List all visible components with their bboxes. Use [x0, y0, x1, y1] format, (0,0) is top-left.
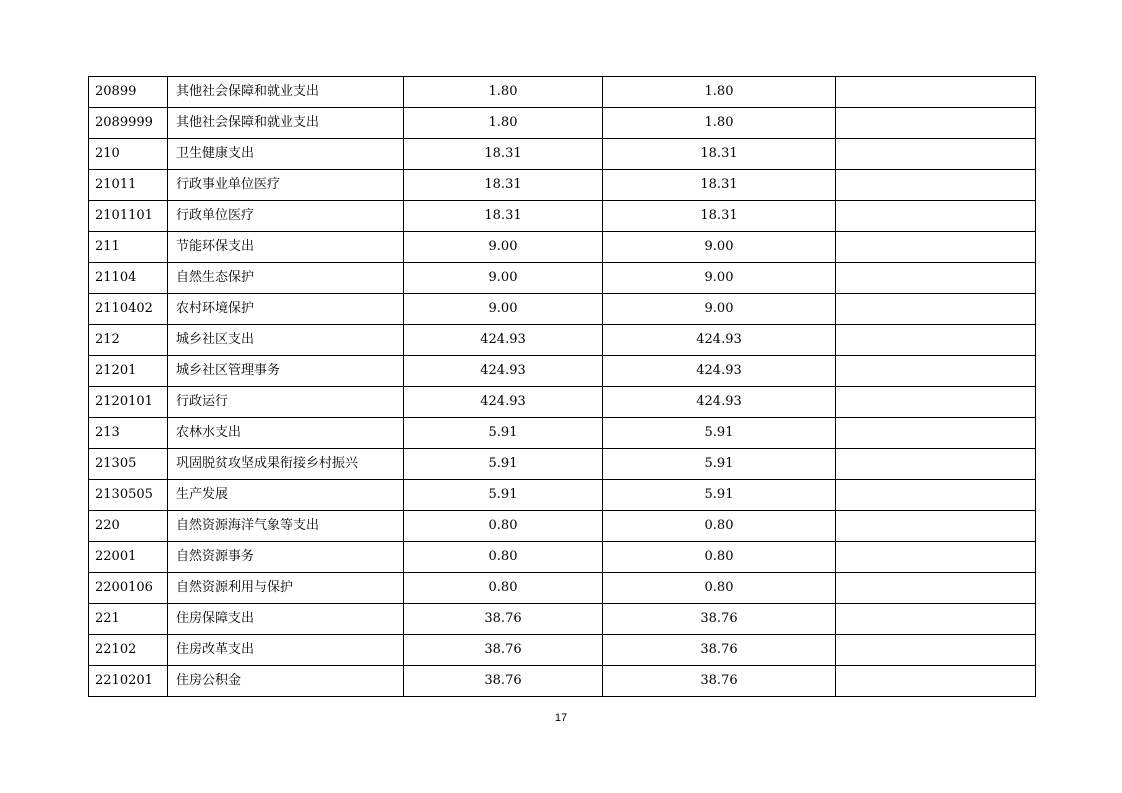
table-row [89, 666, 1036, 697]
subject-name-cell: 农林水支出 [168, 418, 404, 449]
amount-cell-a: 38.76 [404, 604, 603, 635]
table-row [89, 418, 1036, 449]
amount-cell-b: 38.76 [603, 604, 836, 635]
amount-cell-b: 5.91 [603, 418, 836, 449]
amount-cell-a: 424.93 [404, 387, 603, 418]
amount-cell-b: 18.31 [603, 201, 836, 232]
subject-code-cell: 21104 [89, 263, 168, 294]
amount-cell-b: 18.31 [603, 170, 836, 201]
amount-cell-a: 5.91 [404, 418, 603, 449]
amount-cell-b: 424.93 [603, 325, 836, 356]
subject-code-cell: 220 [89, 511, 168, 542]
amount-cell-b: 0.80 [603, 542, 836, 573]
subject-name-cell: 卫生健康支出 [168, 139, 404, 170]
subject-code-cell: 21305 [89, 449, 168, 480]
remark-cell [836, 139, 1036, 170]
subject-code-cell: 2120101 [89, 387, 168, 418]
table-row [89, 77, 1036, 108]
table-row [89, 542, 1036, 573]
remark-cell [836, 480, 1036, 511]
expenditure-table [88, 76, 1036, 697]
subject-code-cell: 211 [89, 232, 168, 263]
remark-cell [836, 325, 1036, 356]
remark-cell [836, 635, 1036, 666]
amount-cell-b: 9.00 [603, 263, 836, 294]
subject-code-cell: 212 [89, 325, 168, 356]
subject-code-cell: 2210201 [89, 666, 168, 697]
table-row [89, 294, 1036, 325]
remark-cell [836, 263, 1036, 294]
subject-name-cell: 农村环境保护 [168, 294, 404, 325]
amount-cell-a: 9.00 [404, 294, 603, 325]
amount-cell-b: 1.80 [603, 108, 836, 139]
table-row [89, 635, 1036, 666]
page-number: 17 [554, 712, 568, 724]
table-row [89, 387, 1036, 418]
table-row [89, 108, 1036, 139]
table-row [89, 263, 1036, 294]
subject-code-cell: 213 [89, 418, 168, 449]
amount-cell-a: 18.31 [404, 170, 603, 201]
remark-cell [836, 542, 1036, 573]
remark-cell [836, 232, 1036, 263]
remark-cell [836, 449, 1036, 480]
amount-cell-a: 5.91 [404, 480, 603, 511]
remark-cell [836, 77, 1036, 108]
remark-cell [836, 573, 1036, 604]
amount-cell-a: 1.80 [404, 108, 603, 139]
subject-code-cell: 22102 [89, 635, 168, 666]
amount-cell-b: 5.91 [603, 480, 836, 511]
subject-name-cell: 住房改革支出 [168, 635, 404, 666]
remark-cell [836, 387, 1036, 418]
amount-cell-a: 0.80 [404, 542, 603, 573]
table-row [89, 232, 1036, 263]
table-row [89, 170, 1036, 201]
subject-name-cell: 城乡社区管理事务 [168, 356, 404, 387]
remark-cell [836, 604, 1036, 635]
subject-name-cell: 行政单位医疗 [168, 201, 404, 232]
amount-cell-a: 424.93 [404, 356, 603, 387]
remark-cell [836, 170, 1036, 201]
subject-name-cell: 自然资源事务 [168, 542, 404, 573]
subject-name-cell: 自然生态保护 [168, 263, 404, 294]
table-row [89, 325, 1036, 356]
subject-name-cell: 住房公积金 [168, 666, 404, 697]
remark-cell [836, 511, 1036, 542]
amount-cell-b: 38.76 [603, 635, 836, 666]
subject-code-cell: 21201 [89, 356, 168, 387]
table-row [89, 573, 1036, 604]
remark-cell [836, 356, 1036, 387]
amount-cell-a: 38.76 [404, 635, 603, 666]
subject-name-cell: 自然资源利用与保护 [168, 573, 404, 604]
amount-cell-a: 1.80 [404, 77, 603, 108]
subject-name-cell: 节能环保支出 [168, 232, 404, 263]
amount-cell-a: 9.00 [404, 263, 603, 294]
subject-name-cell: 生产发展 [168, 480, 404, 511]
subject-name-cell: 自然资源海洋气象等支出 [168, 511, 404, 542]
subject-code-cell: 2130505 [89, 480, 168, 511]
amount-cell-a: 18.31 [404, 139, 603, 170]
amount-cell-a: 18.31 [404, 201, 603, 232]
amount-cell-a: 0.80 [404, 511, 603, 542]
subject-name-cell: 行政事业单位医疗 [168, 170, 404, 201]
subject-name-cell: 城乡社区支出 [168, 325, 404, 356]
amount-cell-b: 424.93 [603, 387, 836, 418]
amount-cell-b: 424.93 [603, 356, 836, 387]
subject-name-cell: 巩固脱贫攻坚成果衔接乡村振兴 [168, 449, 404, 480]
amount-cell-a: 424.93 [404, 325, 603, 356]
remark-cell [836, 666, 1036, 697]
table-row [89, 449, 1036, 480]
subject-code-cell: 21011 [89, 170, 168, 201]
amount-cell-b: 18.31 [603, 139, 836, 170]
subject-code-cell: 2101101 [89, 201, 168, 232]
subject-code-cell: 20899 [89, 77, 168, 108]
amount-cell-b: 9.00 [603, 294, 836, 325]
subject-name-cell: 住房保障支出 [168, 604, 404, 635]
table-row [89, 511, 1036, 542]
table-row [89, 480, 1036, 511]
table-row [89, 201, 1036, 232]
amount-cell-a: 5.91 [404, 449, 603, 480]
remark-cell [836, 418, 1036, 449]
subject-code-cell: 22001 [89, 542, 168, 573]
amount-cell-b: 5.91 [603, 449, 836, 480]
subject-name-cell: 其他社会保障和就业支出 [168, 108, 404, 139]
remark-cell [836, 201, 1036, 232]
amount-cell-a: 9.00 [404, 232, 603, 263]
subject-code-cell: 2089999 [89, 108, 168, 139]
amount-cell-b: 0.80 [603, 511, 836, 542]
table-row [89, 139, 1036, 170]
amount-cell-a: 0.80 [404, 573, 603, 604]
table-row [89, 604, 1036, 635]
table-body [89, 77, 1036, 697]
amount-cell-b: 38.76 [603, 666, 836, 697]
subject-code-cell: 2200106 [89, 573, 168, 604]
remark-cell [836, 294, 1036, 325]
remark-cell [836, 108, 1036, 139]
subject-name-cell: 其他社会保障和就业支出 [168, 77, 404, 108]
table-row [89, 356, 1036, 387]
amount-cell-a: 38.76 [404, 666, 603, 697]
subject-code-cell: 2110402 [89, 294, 168, 325]
amount-cell-b: 0.80 [603, 573, 836, 604]
amount-cell-b: 1.80 [603, 77, 836, 108]
amount-cell-b: 9.00 [603, 232, 836, 263]
subject-code-cell: 210 [89, 139, 168, 170]
subject-name-cell: 行政运行 [168, 387, 404, 418]
subject-code-cell: 221 [89, 604, 168, 635]
